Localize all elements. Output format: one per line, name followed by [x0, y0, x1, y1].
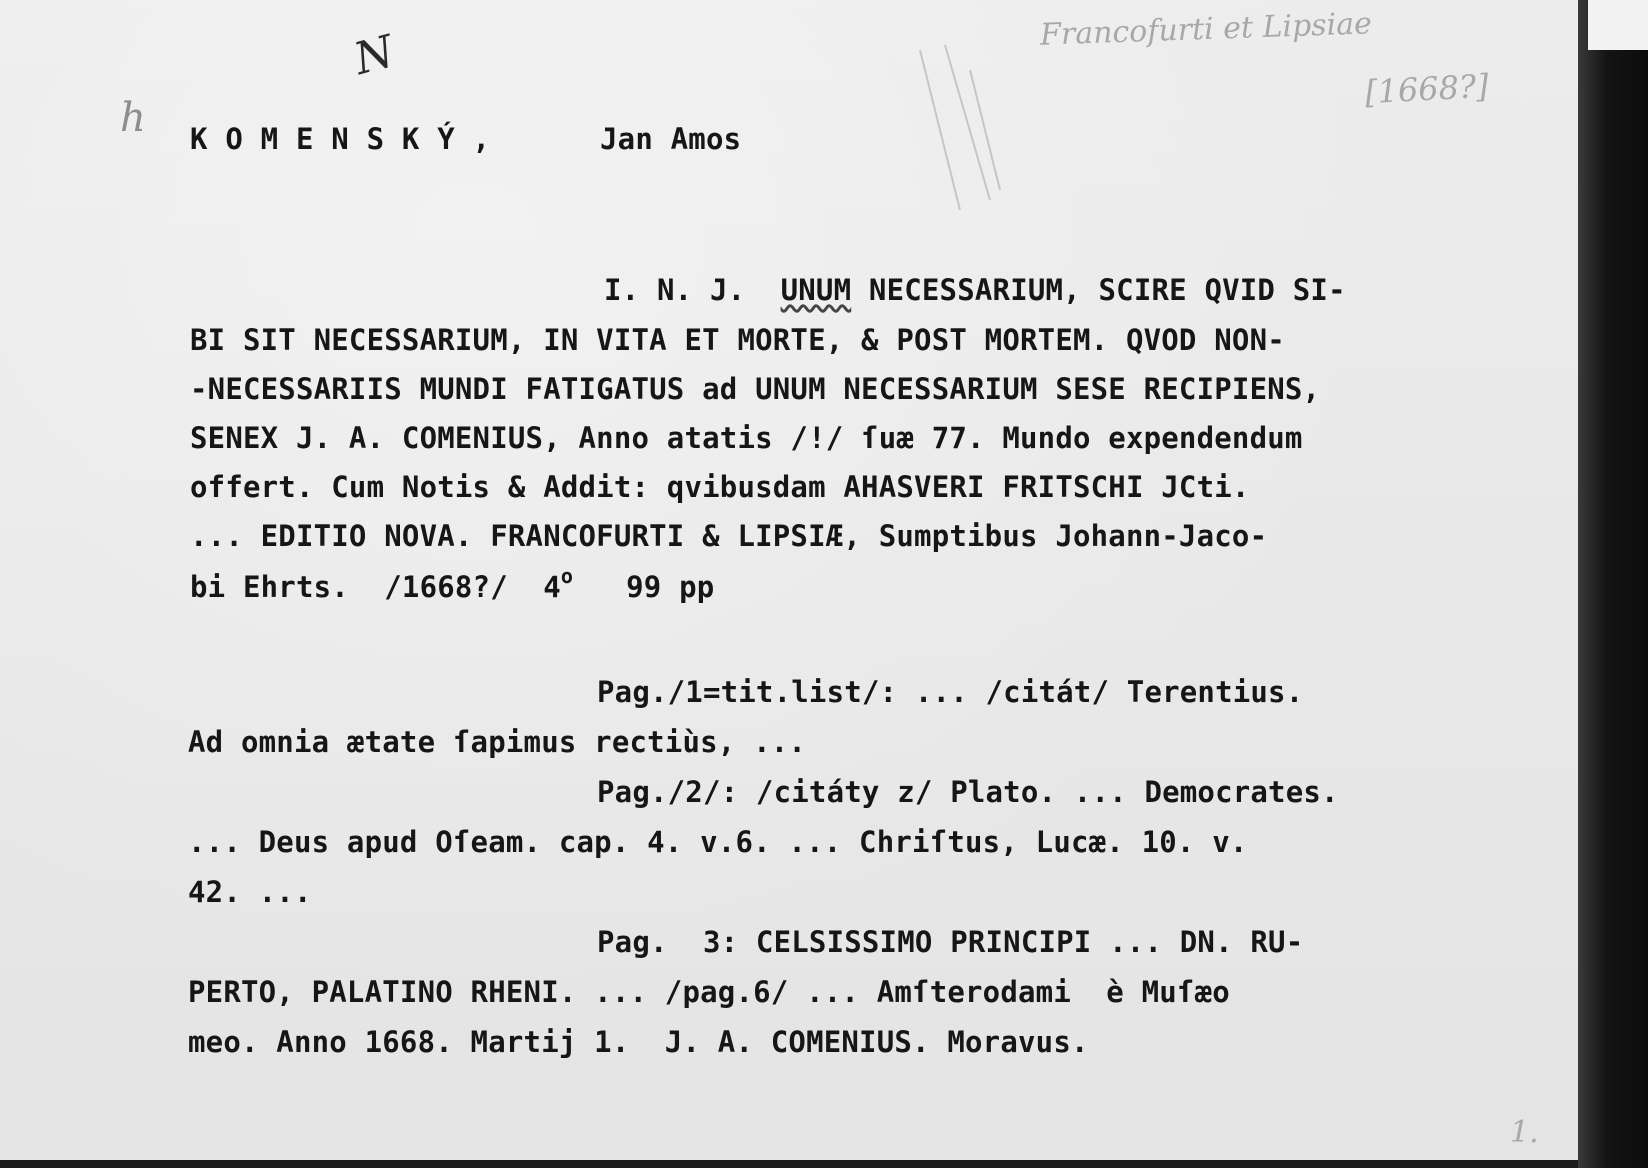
edge-paper-strip [1588, 0, 1648, 50]
scratch-marks [900, 40, 1020, 220]
note-3-line-2: PERTO, PALATINO RHENI. ... /pag.6/ ... Amſterodami è Muſæo [188, 975, 1230, 1009]
handwritten-date-note: [1668?] [1364, 66, 1490, 112]
title-line-2: BI SIT NECESSARIUM, IN VITA ET MORTE, & POST MORTEM. QVOD NON- [190, 323, 1285, 357]
card-edge-shadow [1578, 0, 1648, 1168]
note-3-line-3: meo. Anno 1668. Martij 1. J. A. COMENIUS. Moravus. [188, 1025, 1089, 1059]
title-prefix: I. N. J. [604, 273, 746, 307]
handwritten-page-number: 1. [1510, 1115, 1539, 1150]
note-2-line-2: ... Deus apud Oſeam. cap. 4. v.6. ... Chriſtus, Lucæ. 10. v. [188, 825, 1248, 859]
title-line-3: -NECESSARIIS MUNDI FATIGATUS ad UNUM NECESSARIUM SESE RECIPIENS, [190, 372, 1321, 406]
title-line-6: ... EDITIO NOVA. FRANCOFURTI & LIPSIÆ, Sumptibus Johann-Jaco- [190, 519, 1268, 553]
title-line-5: offert. Cum Notis & Addit: qvibusdam AHASVERI FRITSCHI JCti. [190, 470, 1250, 504]
handwritten-left-mark: h [120, 95, 146, 141]
note-1-line-2: Ad omnia ætate ſapimus rectiùs, ... [188, 725, 807, 759]
handwritten-top-mark: N [349, 25, 400, 86]
author-given-names: Jan Amos [600, 122, 742, 156]
note-2-line-3: 42. ... [188, 875, 312, 909]
format-value: 4$^o$ [543, 564, 574, 604]
title-line-1 [604, 273, 1346, 307]
imprint-text: bi Ehrts. /1668?/ [190, 570, 508, 604]
page-count: 99 pp [626, 570, 715, 604]
handwritten-place-note: Francofurti et Lipsiae [1039, 6, 1373, 53]
title-line-7 [190, 564, 715, 604]
title-underlined-word: UNUM [780, 273, 852, 307]
title-line-4: SENEX J. A. COMENIUS, Anno atatis /!/ ſuæ 77. Mundo expendendum [190, 421, 1303, 455]
note-2-line-1: Pag./2/: /citáty z/ Plato. ... Democrates. [597, 775, 1339, 809]
note-1-line-1: Pag./1=tit.list/: ... /citát/ Terentius. [597, 675, 1304, 709]
author-surname: K O M E N S K Ý , [190, 122, 491, 156]
title-first-line-rest: NECESSARIUM, SCIRE QVID SI- [868, 273, 1346, 307]
note-3-line-1: Pag. 3: CELSISSIMO PRINCIPI ... DN. RU- [597, 925, 1304, 959]
